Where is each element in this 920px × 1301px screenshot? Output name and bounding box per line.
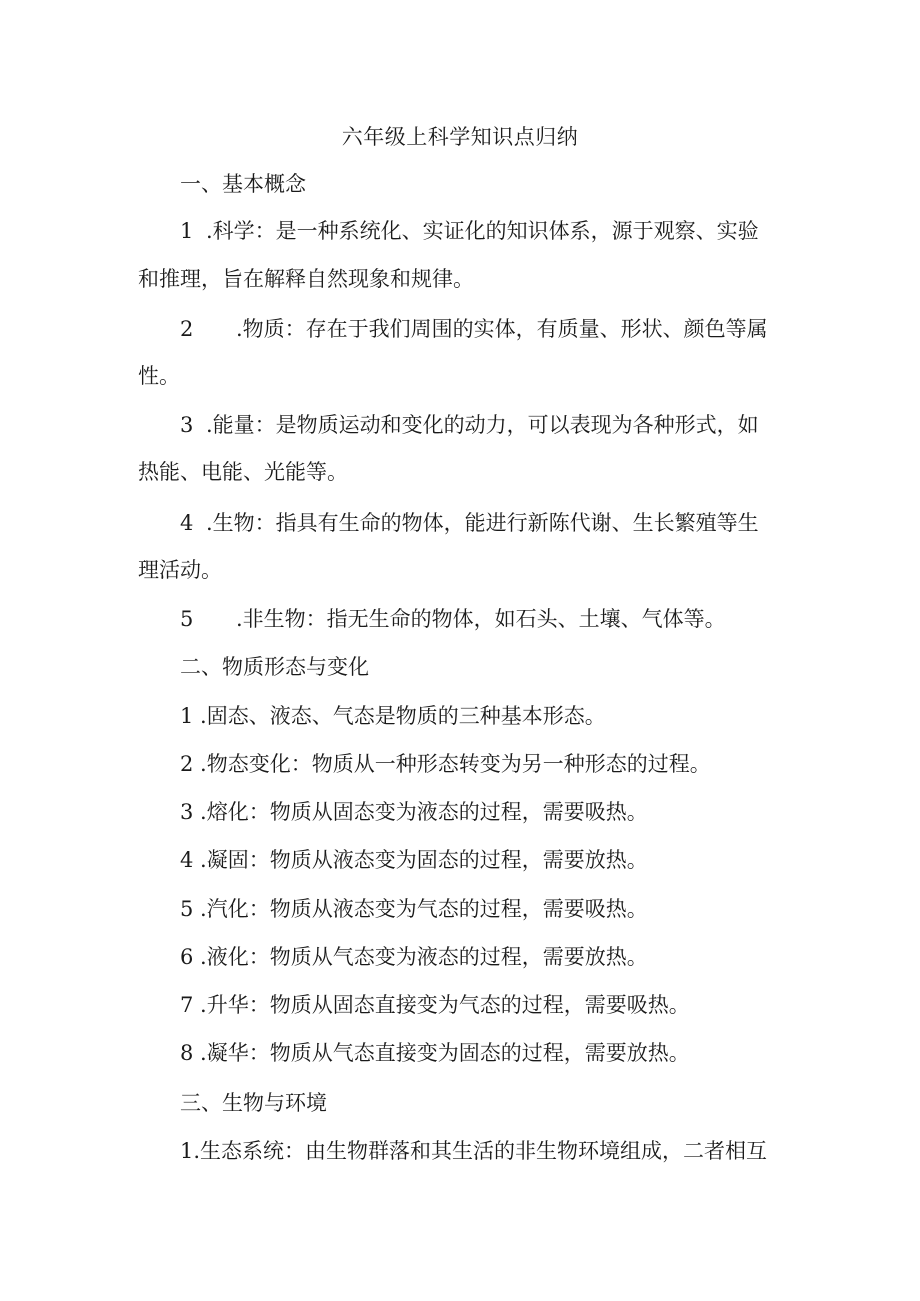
item-number: 4 — [180, 511, 194, 535]
item-number: 1 — [180, 219, 194, 243]
concept-organism-line2: 理活动。 — [138, 558, 222, 582]
concept-organism-line1 — [180, 508, 759, 538]
concept-energy-line1 — [180, 410, 759, 440]
ecosystem-line: 1.生态系统：由生物群落和其生活的非生物环境组成，二者相互 — [180, 1139, 768, 1163]
section-heading-organisms-environment: 三、生物与环境 — [180, 1091, 327, 1115]
item-text: .能量：是物质运动和变化的动力，可以表现为各种形式，如 — [206, 413, 759, 437]
concept-science-line1 — [180, 216, 759, 246]
list-item: 5 .汽化：物质从液态变为气态的过程，需要吸热。 — [180, 897, 648, 921]
list-item: 4 .凝固：物质从液态变为固态的过程，需要放热。 — [180, 848, 648, 872]
item-text: .生物：指具有生命的物体，能进行新陈代谢、生长繁殖等生 — [206, 511, 759, 535]
concept-nonliving — [180, 604, 726, 634]
item-number: 2 — [180, 317, 194, 341]
item-number: 5 — [180, 607, 194, 631]
section-heading-matter-states: 二、物质形态与变化 — [180, 655, 369, 679]
list-item: 3 .熔化：物质从固态变为液态的过程，需要吸热。 — [180, 800, 648, 824]
concept-matter-line2: 性。 — [138, 364, 180, 388]
item-text: .物质：存在于我们周围的实体，有质量、形状、颜色等属 — [236, 317, 768, 341]
item-text: .非生物：指无生命的物体，如石头、土壤、气体等。 — [236, 607, 726, 631]
item-text: .科学：是一种系统化、实证化的知识体系，源于观察、实验 — [206, 219, 759, 243]
list-item: 8 .凝华：物质从气态直接变为固态的过程，需要放热。 — [180, 1041, 690, 1065]
document-title: 六年级上科学知识点归纳 — [341, 125, 579, 149]
list-item: 2 .物态变化：物质从一种形态转变为另一种形态的过程。 — [180, 752, 711, 776]
list-item: 1 .固态、液态、气态是物质的三种基本形态。 — [180, 704, 606, 728]
concept-science-line2: 和推理，旨在解释自然现象和规律。 — [138, 267, 474, 291]
concept-energy-line2: 热能、电能、光能等。 — [138, 460, 348, 484]
concept-matter-line1 — [180, 314, 768, 344]
item-number: 3 — [180, 413, 194, 437]
list-item: 6 .液化：物质从气态变为液态的过程，需要放热。 — [180, 945, 648, 969]
section-heading-basic-concepts: 一、基本概念 — [180, 172, 306, 196]
list-item: 7 .升华：物质从固态直接变为气态的过程，需要吸热。 — [180, 993, 690, 1017]
